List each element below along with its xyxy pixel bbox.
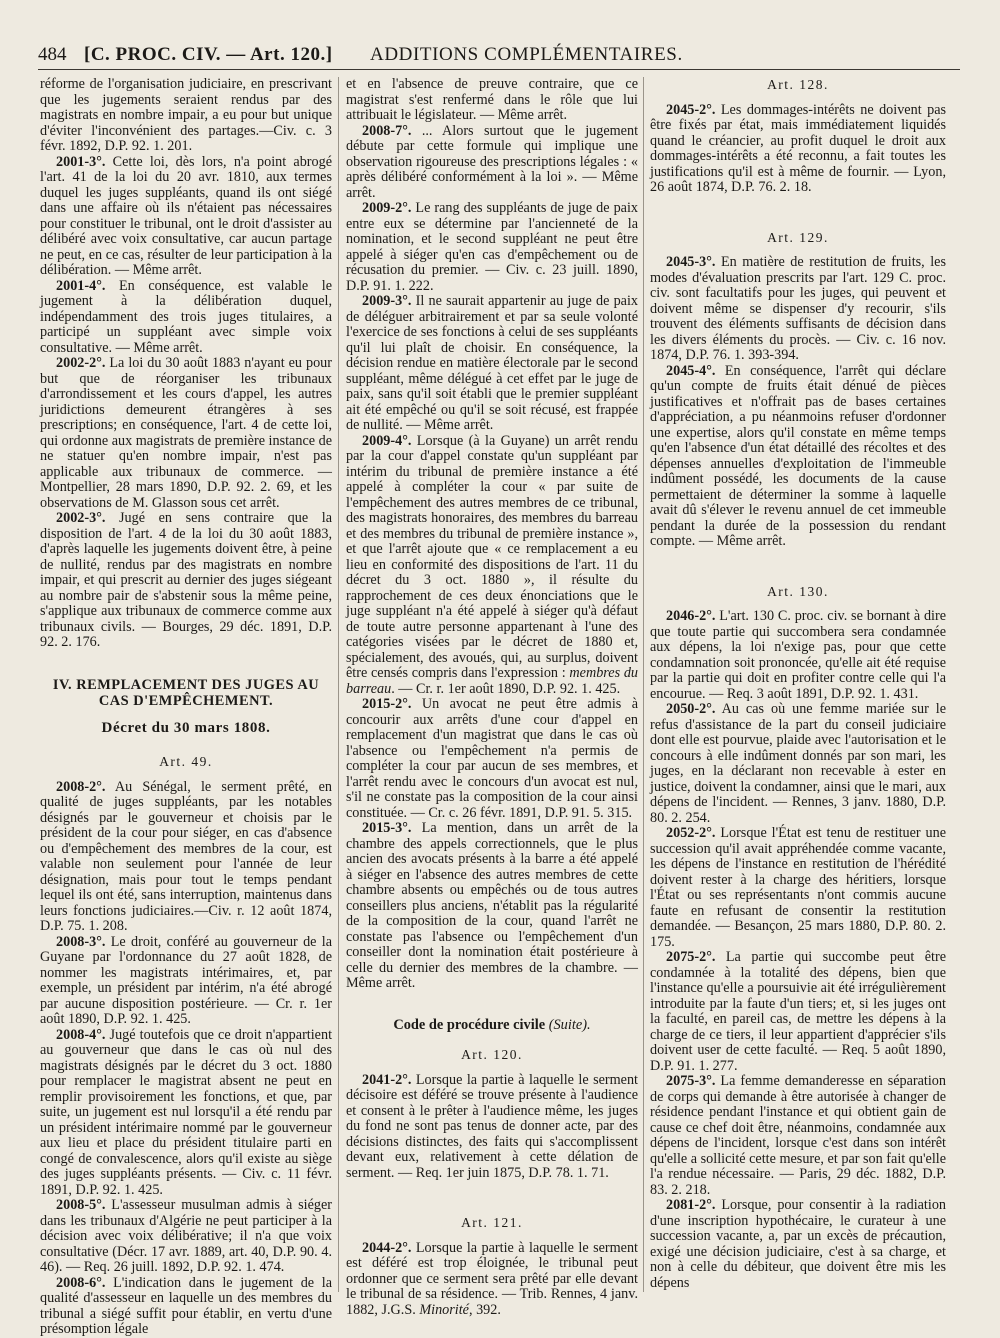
entry-number: 2008-2°. xyxy=(56,778,106,795)
entry-number: 2008-4°. xyxy=(56,1026,106,1043)
paragraph: 2075-3°. La femme demanderesse en séparation de corps qui demande à être autorisée à changer de résidence pendant l'instance et qui obtient gain de cause ce chef doit être, néanmoins, condamnée aux dépens de l'incident, lorsque c'est dans son intérêt qu'elle a sollicité cette mesure, et par son fait qu'elle l'a rendue nécessaire. — Paris, 29 déc. 1882, D.P. 83. 2. 218. xyxy=(650,1073,946,1198)
column-right xyxy=(650,77,946,1291)
page-header xyxy=(38,44,960,70)
entry-number: 2009-4°. xyxy=(362,432,412,449)
entry-number: 2050-2°. xyxy=(666,701,716,717)
paragraph: 2015-3°. La mention, dans un arrêt de la chambre des appels correctionnels, que le plus ancien des avocats présents à la barre a été appelé à siéger en l'absence des autres membres de cette chambre absents ou empêchés ou de tous autres conseillers plus anciens, n'établit pas la régularité de la composition de la cour, quand l'arrêt ne constate pas l'absence ou l'empêchement d'un conseiller dont la nomination était postérieure à celle du dernier des membres de la chambre. — Même arrêt. xyxy=(346,820,638,991)
paragraph: 2045-2°. Les dommages-intérêts ne doivent pas être fixés par état, mais immédiatement liquidés quand le créancier, au profit duquel le droit aux dommages-intérêts a été reconnu, a fait toutes les justifications qu'il est à même de fournir. — Lyon, 26 août 1874, D.P. 76. 2. 18. xyxy=(650,101,947,195)
paragraph: 2001-4°. En conséquence, est valable le jugement à la délibération duquel, indépendamment des trois juges titulaires, a participé un suppléant avec simple voix consultative. — Même arrêt. xyxy=(40,277,333,356)
column-middle xyxy=(346,77,638,1318)
column-divider xyxy=(643,77,644,1292)
entry-number: 2008-5°. xyxy=(56,1197,106,1213)
article-heading: Art. 49. xyxy=(159,754,213,769)
entry-number: 2002-3°. xyxy=(56,510,106,526)
entry-number: 2045-2°. xyxy=(666,101,716,118)
article-heading: Art. 128. xyxy=(767,77,829,92)
paragraph: 2002-3°. Jugé en sens contraire que la disposition de l'art. 4 de la loi du 30 août 1883, d'après laquelle les jugements doivent être, à peine de nullité, rendus par des magistrats en nombre impair, et qui prescrit au dernier des juges siégeant au nombre pair de s'abstenir sous la même peine, s'applique aux tribunaux de commerce comme aux tribunaux civils. — Bourges, 29 déc. 1891, D.P. 92. 2. 176. xyxy=(40,510,333,650)
entry-number: 2009-2°. xyxy=(362,200,412,216)
entry-number: 2015-2°. xyxy=(362,696,412,712)
paragraph: 2075-2°. La partie qui succombe peut être condamnée à la totalité des dépens, bien que l'instance qu'elle a poursuivie ait été irrégulièrement introduite par la faute d'un tiers; et, si les juges ont la faculté, en pareil cas, de mettre les dépens à la charge de ce tiers, il leur appartient d'apprécier s'ils doivent user de cette faculté. — Req. 5 août 1890, D.P. 91. 1. 277. xyxy=(650,949,946,1074)
entry-number: 2044-2°. xyxy=(362,1239,412,1256)
page-number: 484 xyxy=(38,44,67,65)
section-reference: [C. PROC. CIV. — Art. 120.] xyxy=(84,44,333,65)
entry-number: 2045-4°. xyxy=(666,362,716,379)
header-rule xyxy=(38,69,960,70)
paragraph: 2044-2°. Lorsque la partie à laquelle le serment est déféré est trop éloignée, le tribunal peut ordonner que ce serment sera prêté par elle devant le tribunal de sa résidence. — Trib. Rennes, 4 janv. 1882, J.G.S. Minorité, 392. xyxy=(346,1239,638,1318)
entry-number: 2052-2°. xyxy=(666,825,716,841)
section-heading: IV. REMPLACEMENT DES JUGES AU CAS D'EMPÊCHEMENT. xyxy=(52,676,320,709)
paragraph: 2046-2°. L'art. 130 C. proc. civ. se bornant à dire que toute partie qui succombera sera condamnée aux dépens, la loi n'exige pas, pour que cette condamnation soit prononcée, qu'elle ait été requise par la partie qui doit en profiter contre celle qui l'a encourue. — Req. 3 août 1891, D.P. 92. 1. 431. xyxy=(650,608,947,702)
paragraph: 2052-2°. Lorsque l'État est tenu de restituer une succession qu'il avait appréhendée comme vacante, les dépens de l'instance en restitution de l'hérédité doivent rester à la charge des héritiers, lorsque l'État ou ses représentants n'ont commis aucune faute en refusant de consentir la restitution demandée. — Besançon, 25 mars 1880, D.P. 80. 2. 175. xyxy=(650,825,946,950)
decree-heading: Décret du 30 mars 1808. xyxy=(101,719,271,736)
paragraph: et en l'absence de preuve contraire, que ce magistrat s'est renfermé dans le rôle que lui attribuait le législateur. — Même arrêt. xyxy=(346,76,638,123)
article-heading: Art. 121. xyxy=(461,1215,523,1230)
article-heading: Art. 120. xyxy=(461,1047,523,1062)
entry-number: 2045-3°. xyxy=(666,254,716,270)
running-title: ADDITIONS COMPLÉMENTAIRES. xyxy=(370,44,683,65)
entry-number: 2075-3°. xyxy=(666,1073,716,1089)
column-divider xyxy=(338,77,339,1292)
paragraph: 2009-2°. Le rang des suppléants de juge de paix entre eux se détermine par l'ancienneté de la nomination, et le second suppléant ne peut être appelé à siéger qu'en cas d'empêchement ou de récusation du premier. — Civ. c. 23 juill. 1890, D.P. 91. 1. 222. xyxy=(346,200,638,294)
paragraph: 2008-5°. L'assesseur musulman admis à siéger dans les tribunaux d'Algérie ne peut participer à la décision avec voix délibérative; il n'a que voix consultative (Décr. 17 avr. 1889, art. 40, D.P. 90. 4. 46). — Req. 26 juill. 1892, D.P. 92. 1. 474. xyxy=(40,1197,332,1275)
entry-number: 2008-6°. xyxy=(56,1274,106,1291)
entry-number: 2001-3°. xyxy=(56,153,106,170)
paragraph: 2001-3°. Cette loi, dès lors, n'a point abrogé l'art. 41 de la loi du 20 avr. 1810, aux termes duquel les juges suppléants, quand ils ont siégé dans une affaire où ils n'étaient pas nécessaires pour constituer le tribunal, ont le droit d'assister au délibéré avec voix consultative, car aucun partage ne peut, en ce cas, résulter de leur participation à la délibération. — Même arrêt. xyxy=(40,153,333,278)
paragraph: 2008-4°. Jugé toutefois que ce droit n'appartient au gouverneur que dans le cas où nul des magistrats désignés par le décret du 3 oct. 1880 pour remplacer le magistrat absent ne peut en remplir provisoirement les fonctions, et que, par suite, un jugement est nul lorsqu'il a été rendu par un président intérimaire nommé par le gouverneur aux lieu et place du président titulaire parti en congé de convalescence, alors qu'il existe au siège des juges suppléants présents. — Civ. c. 11 févr. 1891, D.P. 92. 1. 425. xyxy=(40,1026,333,1198)
column-left xyxy=(40,77,332,1338)
paragraph: 2008-2°. Au Sénégal, le serment prêté, en qualité de juges suppléants, par les notables désignés par le gouverneur et choisis par le président de la cour pour siéger, en cas d'absence ou d'empêchement des membres de la cour, est valable non seulement pour l'année de leur désignation, mais pour tout le temps pendant lequel ils ont été, sans interruption, maintenus dans leurs fonctions judiciaires.—Civ. r. 12 août 1874, D.P. 75. 1. 208. xyxy=(40,778,332,934)
entry-number: 2009-3°. xyxy=(362,293,412,309)
entry-number: 2008-3°. xyxy=(56,933,106,950)
paragraph: 2015-2°. Un avocat ne peut être admis à concourir aux arrêts d'une cour d'appel en remplacement d'un magistrat que dans le cas où l'absence ou l'empêchement n'a permis de compléter la cour par aucun de ses membres, et l'arrêt rendu avec le concours d'un avocat est nul, s'il ne constate pas la composition de la cour ainsi constituée. — Cr. c. 26 févr. 1891, D.P. 91. 5. 315. xyxy=(346,696,638,821)
entry-number: 2046-2°. xyxy=(666,608,716,624)
entry-number: 2081-2°. xyxy=(666,1197,716,1213)
paragraph: 2009-4°. Lorsque (à la Guyane) un arrêt rendu par la cour d'appel constate qu'un suppléant par intérim du tribunal de première instance a été appelé à compléter la cour « par suite de l'empêchement des autres membres de ce tribunal, des magistrats honoraires, des membres du barreau et des membres du tribunal de première instance », et que l'arrêt ajoute que « ce remplacement a eu lieu en conformité des dispositions de l'art. 11 du décret du 3 oct. 1880 », il résulte du rapprochement de ces deux énonciations que le juge suppléant n'a été appelé à siéger qu'à défaut de toute autre personne appartenant à l'une des catégories visées par le décret de 1880 et, spécialement, des avoués, qui, au surplus, doivent être censés compris dans l'expression : membres du barreau. — Cr. r. 1er août 1890, D.P. 92. 1. 425. xyxy=(346,432,639,697)
paragraph: 2008-7°. ... Alors surtout que le jugement débute par cette formule qui implique une observation rigoureuse des prescriptions légales : « après délibéré conformément à la loi ». — Même arrêt. xyxy=(346,122,639,201)
paragraph: 2009-3°. Il ne saurait appartenir au juge de paix de déléguer arbitrairement et par sa seule volonté l'exercice de ses fonctions à celui de ses suppléants qu'il lui plaît de choisir. En conséquence, la décision rendue en matière électorale par le second suppléant, même délégué à cet effet par le juge de paix, sans qu'il soit établi que le premier suppléant ait été empêché ou qu'il se soit récusé, est frappée de nullité. — Même arrêt. xyxy=(346,293,639,433)
article-heading: Art. 129. xyxy=(767,229,829,245)
paragraph: 2081-2°. Lorsque, pour consentir à la radiation d'une inscription hypothécaire, le curateur à une succession vacante, a, par un excès de précaution, exigé une décision judiciaire, c'est à sa charge, et non à celle du débiteur, que doivent être mis les dépens xyxy=(650,1197,947,1291)
code-heading: Code de procédure civile (Suite). xyxy=(393,1016,591,1033)
paragraph: 2002-2°. La loi du 30 août 1883 n'ayant eu pour but que de réorganiser les tribunaux d'arrondissement et les cours d'appel, les autres juridictions demeurent étrangères à ses prescriptions; en conséquence, l'art. 4 de cette loi, qui ordonne aux magistrats de première instance de ne statuer qu'en nombre impair, n'est pas applicable aux tribunaux de commerce. — Montpellier, 28 mars 1890, D.P. 92. 2. 69, et les observations de M. Glasson sous cet arrêt. xyxy=(40,355,332,511)
paragraph: 2008-6°. L'indication dans le jugement de la qualité d'assesseur en laquelle un des membres du tribunal a siégé suffit pour établir, en vertu d'une présomption légale xyxy=(40,1274,332,1337)
entry-number: 2008-7°. xyxy=(362,122,412,139)
entry-number: 2041-2°. xyxy=(362,1071,412,1088)
article-heading: Art. 130. xyxy=(767,583,829,599)
entry-number: 2001-4°. xyxy=(56,277,106,294)
paragraph: 2050-2°. Au cas où une femme mariée sur le refus d'assistance de la part du conseil judiciaire dont elle est pourvue, plaide avec l'autorisation et le concours à elle indûment donnés par son mari, les juges, en la déclarant non recevable à ester en justice, doivent la condamner, ainsi que le mari, aux dépens de l'incident. — Rennes, 3 janv. 1880, D.P. 80. 2. 254. xyxy=(650,701,946,826)
entry-number: 2015-3°. xyxy=(362,820,412,836)
paragraph: 2008-3°. Le droit, conféré au gouverneur de la Guyane par l'ordonnance du 27 août 1828, de nommer les magistrats intérimaires, et, par exemple, un président par intérim, n'a été abrogé par aucune disposition postérieure. — Cr. r. 1er août 1890, D.P. 92. 1. 425. xyxy=(40,933,333,1027)
paragraph: 2041-2°. Lorsque la partie à laquelle le serment décisoire est déféré se trouve présente à l'audience et consent à le prêter à l'audience même, les juges du fond ne sont pas tenus de donner acte, par des décisions distinctes, des faits qui s'accomplissent devant eux, relativement à cette délation de serment. — Req. 1er juin 1875, D.P. 78. 1. 71. xyxy=(346,1071,638,1181)
entry-number: 2002-2°. xyxy=(56,355,106,371)
paragraph: 2045-3°. En matière de restitution de fruits, les modes d'évaluation prescrits par l'art. 129 C. proc. civ. sont facultatifs pour les juges, qui peuvent et doivent même se dispenser d'y recourir, s'ils trouvent des éléments suffisants de décision dans les divers éléments du procès. — Civ. c. 16 nov. 1874, D.P. 76. 1. 393-394. xyxy=(650,254,946,363)
paragraph: 2045-4°. En conséquence, l'arrêt qui déclare qu'un compte de fruits était dénué de pièces justificatives et n'offrait pas de bases certaines d'appréciation, a pu néanmoins refuser d'ordonner une expertise, alors qu'il constate en même temps qu'en l'absence d'un état détaillé des récoltes et des dépenses annuelles d'exploitation de l'immeuble indûment possédé, les documents de la cause permettaient de déterminer la somme à laquelle avait dû s'élever le revenu annuel de cet immeuble pendant la durée de la possession du rendant compte. — Même arrêt. xyxy=(650,362,947,549)
paragraph: réforme de l'organisation judiciaire, en prescrivant que les jugements seraient rendus par des magistrats en nombre impair, a eu pour but unique d'éviter l'inconvénient des partages.—Civ. c. 3 févr. 1892, D.P. 92. 1. 201. xyxy=(40,76,332,154)
entry-number: 2075-2°. xyxy=(666,949,716,965)
